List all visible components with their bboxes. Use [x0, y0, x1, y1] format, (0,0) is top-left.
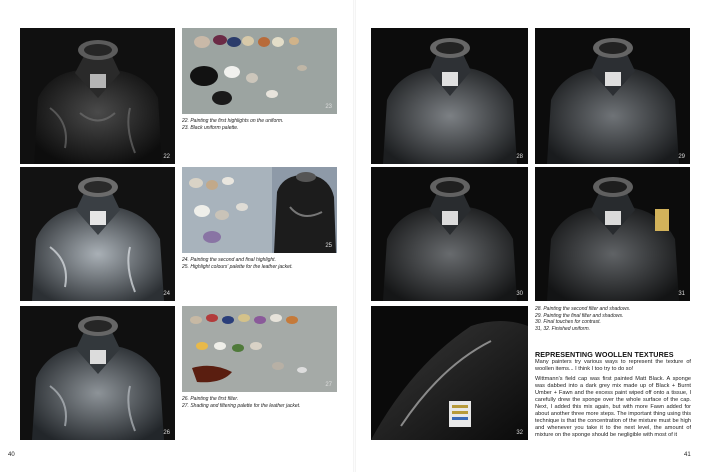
article-body	[535, 359, 691, 445]
photo-number: 29	[678, 154, 685, 160]
photo-number: 32	[516, 430, 523, 436]
photo-number: 30	[516, 291, 523, 297]
article-paragraph: Many painters try various ways to represent the texture of woollen items... I think I too try to do so!	[535, 359, 691, 372]
bust-illustration	[20, 306, 175, 440]
bust-illustration	[371, 28, 528, 164]
bust-illustration	[535, 167, 690, 301]
bust-illustration	[535, 28, 690, 164]
photo-22-bust	[20, 28, 175, 164]
caption-line: 26. Painting the first filter.	[182, 396, 239, 402]
bust-illustration	[20, 28, 175, 164]
page-number-right: 41	[684, 452, 691, 458]
photo-number: 25	[325, 243, 332, 249]
detail-illustration	[371, 306, 528, 440]
palette-illustration	[182, 28, 337, 114]
photo-23-palette	[182, 28, 337, 114]
caption-26-27	[182, 396, 347, 409]
caption-22-23	[182, 118, 347, 131]
palette-illustration	[182, 306, 337, 392]
bust-illustration	[371, 167, 528, 301]
photo-32-detail	[371, 306, 528, 440]
photo-number: 31	[678, 291, 685, 297]
photo-number: 22	[163, 154, 170, 160]
caption-28-32	[535, 306, 695, 332]
caption-line: 31, 32. Finished uniform.	[535, 325, 591, 332]
photo-25-palette	[182, 167, 337, 253]
article-heading: REPRESENTING WOOLLEN TEXTURES	[535, 350, 674, 359]
photo-29-bust	[535, 28, 690, 164]
caption-line: 24. Painting the second and final highlight.	[182, 257, 276, 263]
caption-line: 27. Shading and filtering palette for the leather jacket.	[182, 402, 301, 409]
palette-illustration	[182, 167, 337, 253]
photo-24-bust	[20, 167, 175, 301]
photo-number: 27	[325, 382, 332, 388]
photo-27-palette	[182, 306, 337, 392]
caption-line: 29. Painting the final filter and shadows.	[535, 312, 624, 319]
photo-number: 28	[516, 154, 523, 160]
caption-line: 25. Highlight colours' palette for the leather jacket.	[182, 263, 293, 270]
photo-number: 24	[163, 291, 170, 297]
caption-line: 30. Final touches for contrast.	[535, 319, 601, 326]
caption-line: 23. Black uniform palette.	[182, 124, 239, 131]
caption-line: 28. Painting the second filter and shadows.	[535, 306, 631, 312]
page-number-left: 40	[8, 452, 15, 458]
photo-number: 23	[325, 104, 332, 110]
photo-31-bust	[535, 167, 690, 301]
photo-number: 26	[163, 430, 170, 436]
article-paragraph: Wittmann's field cap was first painted Matt Black. A sponge was dabbed into a dark grey mix made up of Black + Burnt Umber + Fawn and the excess paint wiped off onto a tissue, I carefully drew the sponge over the whole surface of the cap. Next, I added this mix again, but with more Fawn added for about another three more steps. The important thing using this technique is that the concentration of the mixture must be high and whenever you take it to the next level, the amount of mixture on the sponge should be negligible with most of it	[535, 376, 691, 438]
gutter	[353, 0, 356, 472]
photo-26-bust	[20, 306, 175, 440]
caption-24-25	[182, 257, 347, 270]
photo-28-bust	[371, 28, 528, 164]
photo-30-bust	[371, 167, 528, 301]
bust-illustration	[20, 167, 175, 301]
caption-line: 22. Painting the first highlights on the uniform.	[182, 118, 284, 124]
